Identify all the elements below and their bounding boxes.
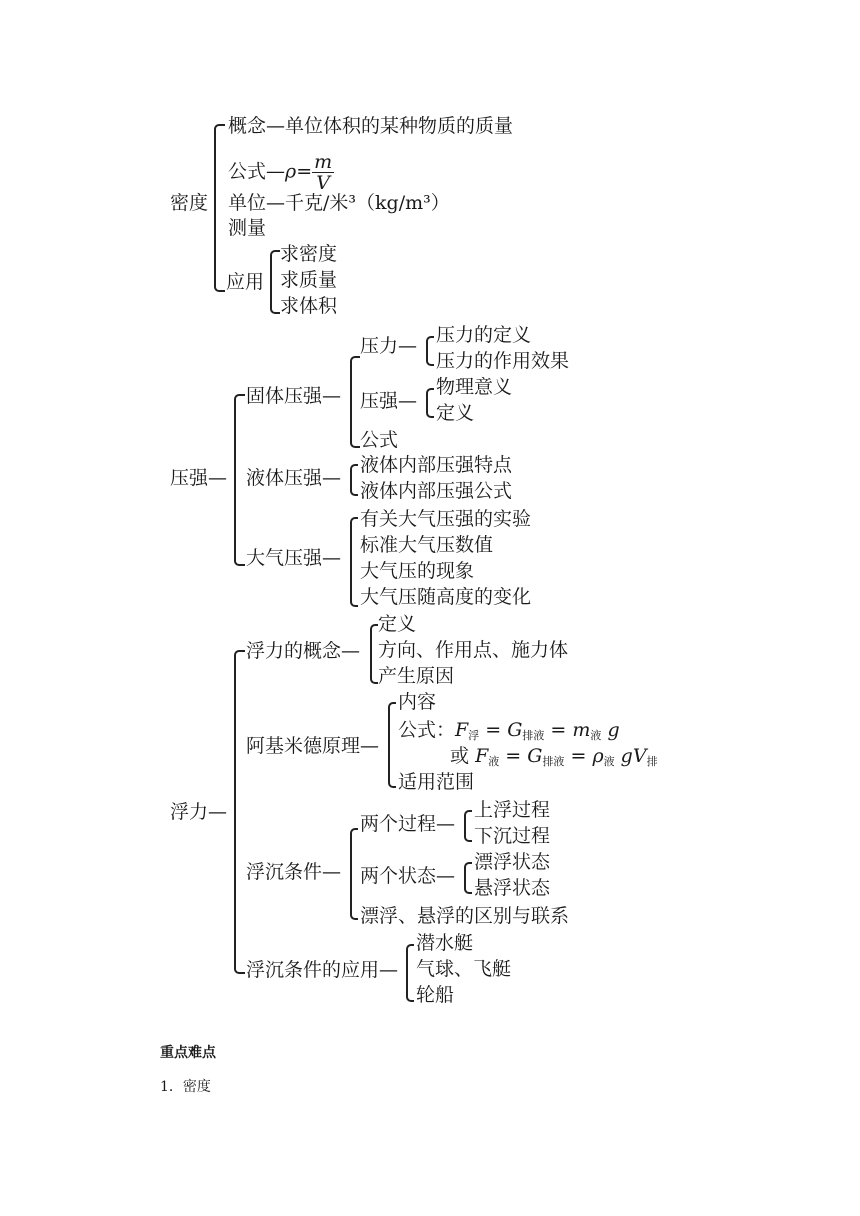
liquid-pressure-bracket: [350, 464, 358, 496]
solid-pressure-bracket: [350, 356, 360, 448]
applications-label: 浮沉条件的应用—: [246, 959, 399, 981]
applications-bracket: [406, 944, 414, 1002]
buoyancy-concept-item: 方向、作用点、施力体: [378, 639, 569, 661]
atmosphere-item: 大气压的现象: [360, 560, 475, 582]
states-label: 两个状态—: [360, 865, 456, 887]
force-label: 压力—: [360, 335, 418, 357]
pressure-bracket: [234, 394, 245, 566]
processes-item: 上浮过程: [474, 799, 551, 821]
section-title: 重点难点: [160, 1045, 216, 1061]
density-formula: 公式—ρ= $\frac{m}{V}$: [228, 151, 333, 194]
atmosphere-bracket: [350, 517, 358, 607]
buoyancy-concept-item: 定义: [378, 613, 417, 635]
archimedes-formula-alt: 或 $F_液 = G_{排液} = \rho_液$ $gV_排$: [450, 745, 658, 768]
density-application-item: 求体积: [280, 295, 338, 317]
liquid-item: 液体内部压强特点: [360, 454, 513, 476]
pressure-root: 压强—: [170, 467, 228, 489]
pressure-sub-bracket: [426, 388, 434, 418]
buoyancy-root: 浮力—: [170, 801, 228, 823]
float-relation: 漂浮、悬浮的区别与联系: [360, 905, 570, 927]
section-item: 1．密度: [160, 1079, 211, 1095]
force-bracket: [426, 336, 434, 366]
buoyancy-concept-bracket: [370, 624, 378, 684]
force-item: 压力的定义: [436, 324, 532, 346]
density-unit: 单位—千克/米³（kg/m³）: [228, 192, 450, 214]
buoyancy-concept-label: 浮力的概念—: [246, 640, 361, 662]
pressure-sub-label: 压强—: [360, 390, 418, 412]
states-item: 悬浮状态: [474, 877, 551, 899]
liquid-pressure-label: 液体压强—: [246, 467, 342, 489]
pressure-sub-item: 物理意义: [436, 376, 513, 398]
density-application-label: 应用: [226, 271, 265, 293]
processes-item: 下沉过程: [474, 825, 551, 847]
density-application-item: 求密度: [280, 243, 338, 265]
archimedes-content: 内容: [398, 691, 437, 713]
density-root: 密度: [170, 192, 209, 214]
density-measure: 测量: [228, 217, 267, 239]
float-conditions-bracket: [350, 828, 358, 920]
archimedes-formula: 公式：$F_浮 = G_{排液} = m_液$ g: [398, 719, 620, 742]
density-application-item: 求质量: [280, 269, 338, 291]
solid-pressure-label: 固体压强—: [246, 385, 342, 407]
density-application-bracket: [270, 250, 280, 314]
buoyancy-concept-item: 产生原因: [378, 665, 455, 687]
archimedes-label: 阿基米德原理—: [246, 735, 380, 757]
force-item: 压力的作用效果: [436, 350, 570, 372]
applications-item: 轮船: [416, 984, 455, 1006]
atmosphere-label: 大气压强—: [246, 547, 342, 569]
density-concept: 概念—单位体积的某种物质的质量: [228, 115, 514, 137]
atmosphere-item: 有关大气压强的实验: [360, 508, 532, 530]
processes-label: 两个过程—: [360, 813, 456, 835]
pressure-sub-item: 定义: [436, 402, 475, 424]
atmosphere-item: 标准大气压数值: [360, 534, 494, 556]
solid-formula: 公式: [360, 429, 399, 451]
archimedes-scope: 适用范围: [398, 771, 475, 793]
float-conditions-label: 浮沉条件—: [246, 861, 342, 883]
states-item: 漂浮状态: [474, 851, 551, 873]
archimedes-bracket: [388, 702, 396, 788]
atmosphere-item: 大气压随高度的变化: [360, 586, 532, 608]
liquid-item: 液体内部压强公式: [360, 480, 513, 502]
states-bracket: [464, 862, 472, 894]
applications-item: 气球、飞艇: [416, 958, 512, 980]
applications-item: 潜水艇: [416, 932, 474, 954]
processes-bracket: [464, 810, 472, 842]
density-bracket: [214, 124, 225, 292]
buoyancy-bracket: [234, 650, 245, 974]
